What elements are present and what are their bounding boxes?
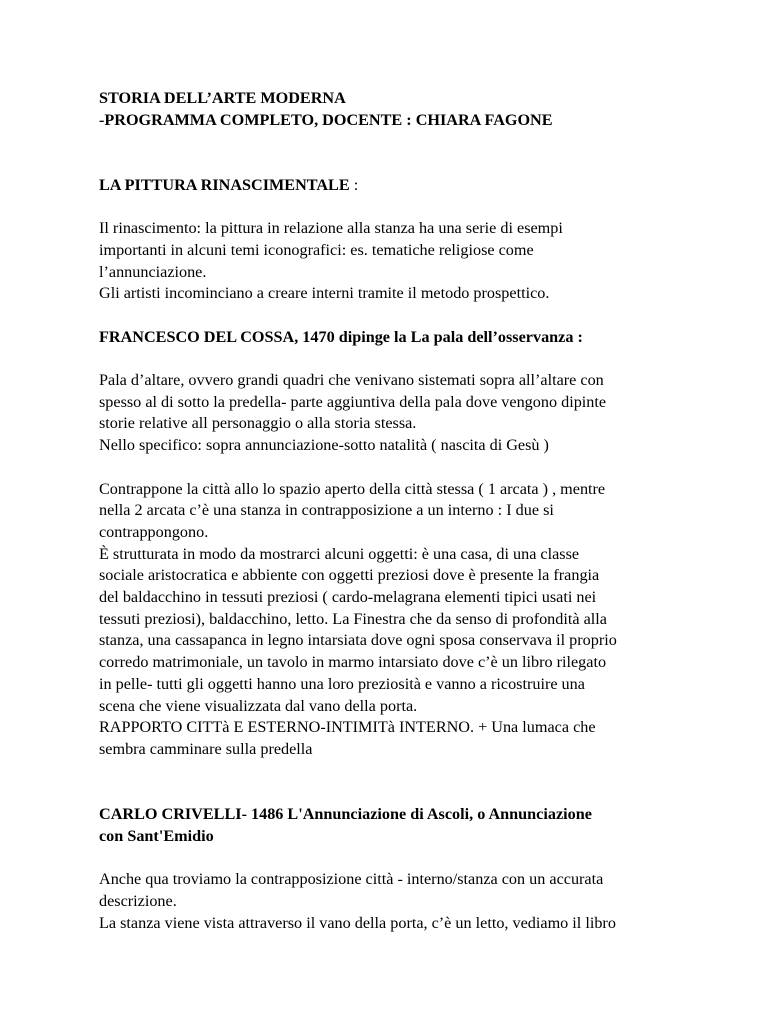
section-heading-del-cossa: FRANCESCO DEL COSSA, 1470 dipinge la La pala dell’osservanza :	[99, 327, 583, 346]
spacer	[99, 847, 679, 869]
section-heading-pittura	[99, 175, 679, 197]
paragraph-line: descrizione.	[99, 891, 177, 910]
paragraph-line: Nello specifico: sopra annunciazione-sotto natalità ( nascita di Gesù )	[99, 436, 549, 455]
paragraph-line: RAPPORTO CITTà E ESTERNO-INTIMITà INTERNO. + Una lumaca che	[99, 718, 596, 737]
paragraph-line: nella 2 arcata c’è una stanza in contrapposizione a un interno : I due si	[99, 501, 554, 520]
section-heading-text: LA PITTURA RINASCIMENTALE	[99, 175, 350, 194]
spacer	[99, 348, 679, 370]
document-subtitle: -PROGRAMMA COMPLETO, DOCENTE : CHIARA FAGONE	[99, 110, 553, 129]
paragraph-line: scena che viene visualizzata dal vano della porta.	[99, 696, 418, 715]
paragraph-line: importanti in alcuni temi iconografici: es. tematiche religiose come	[99, 240, 534, 259]
document-page	[99, 88, 679, 934]
paragraph-line: sociale aristocratica e abbiente con oggetti preziosi dove è presente la frangia	[99, 566, 600, 585]
paragraph-line: in pelle- tutti gli oggetti hanno una loro preziosità e vanno a ricostruire una	[99, 674, 585, 693]
document-title: STORIA DELL’ARTE MODERNA	[99, 89, 346, 107]
paragraph-line: Contrappone la città allo lo spazio aperto della città stessa ( 1 arcata ) , mentre	[99, 479, 606, 498]
paragraph-line: Anche qua troviamo la contrapposizione città - interno/stanza con un accurata	[99, 870, 604, 889]
paragraph-line: del baldacchino in tessuti preziosi ( cardo-melagrana elementi tipici usati nei	[99, 588, 597, 607]
paragraph-line: È strutturata in modo da mostrarci alcuni oggetti: è una casa, di una classe	[99, 544, 580, 563]
spacer	[99, 196, 679, 218]
paragraph-line: l’annunciazione.	[99, 262, 207, 281]
paragraph-line: corredo matrimoniale, un tavolo in marmo intarsiato dove c’è un libro rilegato	[99, 653, 607, 672]
paragraph-line: La stanza viene vista attraverso il vano della porta, c’è un letto, vediamo il libro	[99, 913, 616, 932]
section-heading-crivelli-cont: con Sant'Emidio	[99, 826, 214, 845]
spacer	[99, 761, 679, 783]
paragraph-line: sembra camminare sulla predella	[99, 740, 313, 758]
spacer	[99, 153, 679, 175]
paragraph-line: contrappongono.	[99, 522, 209, 541]
paragraph-line: tessuti preziosi), baldacchino, letto. La Finestra che da senso di profondità alla	[99, 609, 607, 628]
spacer	[99, 131, 679, 153]
paragraph-line: Gli artisti incominciano a creare interni tramite il metodo prospettico.	[99, 284, 550, 303]
section-heading-crivelli: CARLO CRIVELLI- 1486 L'Annunciazione di Ascoli, o Annunciazione	[99, 805, 592, 824]
section-heading-colon: :	[349, 175, 359, 194]
spacer	[99, 457, 679, 479]
paragraph-line: stanza, una cassapanca in legno intarsiata dove ogni sposa conservava il proprio	[99, 631, 617, 650]
spacer	[99, 305, 679, 327]
paragraph-line: Pala d’altare, ovvero grandi quadri che venivano sistemati sopra all’altare con	[99, 371, 604, 390]
paragraph-line: storie relative all personaggio o alla storia stessa.	[99, 414, 417, 433]
paragraph-line: Il rinascimento: la pittura in relazione alla stanza ha una serie di esempi	[99, 219, 563, 238]
paragraph-line: spesso al di sotto la predella- parte aggiuntiva della pala dove vengono dipinte	[99, 392, 607, 411]
spacer	[99, 782, 679, 804]
